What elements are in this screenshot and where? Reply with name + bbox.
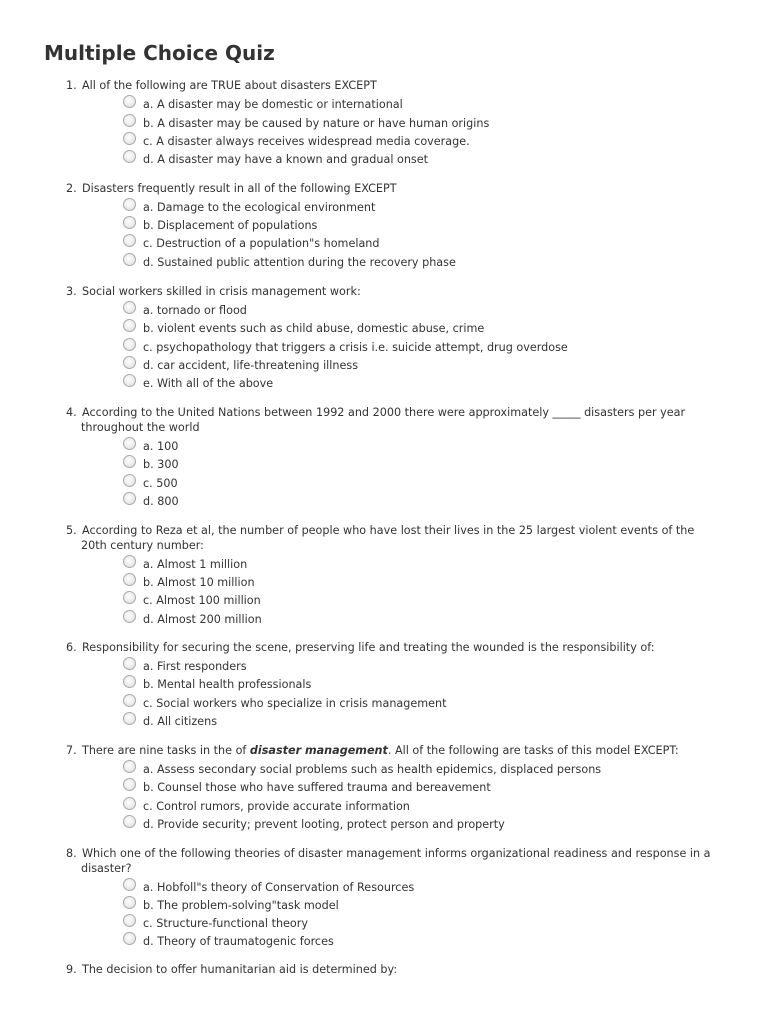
- answer-option-label: a. A disaster may be domestic or international: [143, 98, 403, 111]
- radio-button[interactable]: [123, 474, 136, 487]
- answer-option-label: d. car accident, life-threatening illness: [143, 359, 359, 372]
- radio-button[interactable]: [123, 150, 136, 163]
- answer-option-label: b. Counsel those who have suffered trauma and bereavement: [143, 781, 491, 794]
- question-text: [66, 405, 726, 435]
- answer-option-label: b. Displacement of populations: [143, 219, 318, 232]
- question-text: [66, 78, 726, 93]
- question-number: 1.: [66, 79, 77, 92]
- question-prompt-continued: throughout the world: [81, 421, 200, 434]
- radio-button[interactable]: [123, 878, 136, 891]
- question-number: 4.: [66, 406, 77, 419]
- question-prompt: Social workers skilled in crisis management work:: [82, 285, 361, 298]
- answer-option-label: d. Theory of traumatogenic forces: [143, 935, 334, 948]
- radio-button[interactable]: [123, 914, 136, 927]
- question-text: [66, 640, 726, 655]
- answer-option-label: b. The problem-solving"task model: [143, 899, 339, 912]
- radio-button[interactable]: [123, 437, 136, 450]
- radio-button[interactable]: [123, 591, 136, 604]
- radio-button[interactable]: [123, 198, 136, 211]
- answer-option-label: a. tornado or flood: [143, 304, 247, 317]
- question-prompt: According to Reza et al, the number of people who have lost their lives in the 25 largest violent events of the: [82, 524, 695, 537]
- answer-option-label: c. 500: [143, 477, 178, 490]
- answer-option-label: c. Destruction of a population"s homeland: [143, 237, 380, 250]
- answer-option-label: a. First responders: [143, 660, 247, 673]
- radio-button[interactable]: [123, 712, 136, 725]
- radio-button[interactable]: [123, 455, 136, 468]
- answer-option-label: a. Assess secondary social problems such as health epidemics, displaced persons: [143, 763, 602, 776]
- prompt-part: There are nine tasks in the of: [82, 744, 250, 757]
- question-text: [66, 523, 726, 553]
- question-number: 8.: [66, 847, 77, 860]
- radio-button[interactable]: [123, 95, 136, 108]
- prompt-part: . All of the following are tasks of this model EXCEPT:: [387, 744, 679, 757]
- answer-option-label: b. 300: [143, 458, 179, 471]
- question-prompt-continued: disaster?: [81, 862, 132, 875]
- radio-button[interactable]: [123, 896, 136, 909]
- question-prompt: According to the United Nations between 1992 and 2000 there were approximately _____ disasters per year: [82, 406, 686, 419]
- answer-option-label: c. Control rumors, provide accurate information: [143, 800, 410, 813]
- radio-button[interactable]: [123, 815, 136, 828]
- radio-button[interactable]: [123, 374, 136, 387]
- question-text: [66, 743, 726, 758]
- answer-option-label: a. Hobfoll"s theory of Conservation of Resources: [143, 881, 415, 894]
- page-title: Multiple Choice Quiz: [44, 41, 275, 65]
- answer-option-label: e. With all of the above: [143, 377, 274, 390]
- question-prompt: [82, 744, 679, 757]
- question-number: 3.: [66, 285, 77, 298]
- question-prompt: Which one of the following theories of disaster management informs organizational readiness and response in a: [82, 847, 711, 860]
- radio-button[interactable]: [123, 675, 136, 688]
- answer-option-label: c. psychopathology that triggers a crisis i.e. suicide attempt, drug overdose: [143, 341, 568, 354]
- radio-button[interactable]: [123, 760, 136, 773]
- prompt-emphasis: disaster management: [249, 744, 388, 757]
- answer-option-label: d. Sustained public attention during the recovery phase: [143, 256, 456, 269]
- radio-button[interactable]: [123, 778, 136, 791]
- radio-button[interactable]: [123, 797, 136, 810]
- radio-button[interactable]: [123, 657, 136, 670]
- question-number: 7.: [66, 744, 77, 757]
- question-text: [66, 962, 726, 977]
- radio-button[interactable]: [123, 694, 136, 707]
- answer-option-label: d. Provide security; prevent looting, protect person and property: [143, 818, 505, 831]
- radio-button[interactable]: [123, 555, 136, 568]
- radio-button[interactable]: [123, 610, 136, 623]
- question-prompt: All of the following are TRUE about disasters EXCEPT: [82, 79, 377, 92]
- radio-button[interactable]: [123, 338, 136, 351]
- answer-option-label: d. All citizens: [143, 715, 218, 728]
- radio-button[interactable]: [123, 319, 136, 332]
- question-number: 6.: [66, 641, 77, 654]
- radio-button[interactable]: [123, 234, 136, 247]
- radio-button[interactable]: [123, 253, 136, 266]
- question-text: [66, 181, 726, 196]
- radio-button[interactable]: [123, 932, 136, 945]
- answer-option-label: b. Mental health professionals: [143, 678, 312, 691]
- question-prompt-continued: 20th century number:: [81, 539, 204, 552]
- radio-button[interactable]: [123, 132, 136, 145]
- radio-button[interactable]: [123, 114, 136, 127]
- question-text: [66, 846, 726, 876]
- answer-option-label: b. violent events such as child abuse, domestic abuse, crime: [143, 322, 485, 335]
- question-prompt: Disasters frequently result in all of the following EXCEPT: [82, 182, 397, 195]
- answer-option-label: c. A disaster always receives widespread media coverage.: [143, 135, 470, 148]
- answer-option-label: c. Social workers who specialize in crisis management: [143, 697, 447, 710]
- answer-option-label: a. 100: [143, 440, 179, 453]
- answer-option-label: d. A disaster may have a known and gradual onset: [143, 153, 429, 166]
- question-number: 2.: [66, 182, 77, 195]
- radio-button[interactable]: [123, 492, 136, 505]
- radio-button[interactable]: [123, 216, 136, 229]
- answer-option-label: a. Almost 1 million: [143, 558, 248, 571]
- radio-button[interactable]: [123, 573, 136, 586]
- answer-option-label: c. Structure-functional theory: [143, 917, 308, 930]
- question-prompt: Responsibility for securing the scene, preserving life and treating the wounded is the responsibility of:: [82, 641, 655, 654]
- answer-option-label: d. 800: [143, 495, 179, 508]
- answer-option-label: d. Almost 200 million: [143, 613, 262, 626]
- answer-option-label: b. A disaster may be caused by nature or have human origins: [143, 117, 490, 130]
- question-number: 5.: [66, 524, 77, 537]
- question-prompt: The decision to offer humanitarian aid is determined by:: [82, 963, 398, 976]
- radio-button[interactable]: [123, 356, 136, 369]
- answer-option-label: b. Almost 10 million: [143, 576, 255, 589]
- question-number: 9.: [66, 963, 77, 976]
- question-text: [66, 284, 726, 299]
- answer-option-label: a. Damage to the ecological environment: [143, 201, 376, 214]
- radio-button[interactable]: [123, 301, 136, 314]
- answer-option-label: c. Almost 100 million: [143, 594, 261, 607]
